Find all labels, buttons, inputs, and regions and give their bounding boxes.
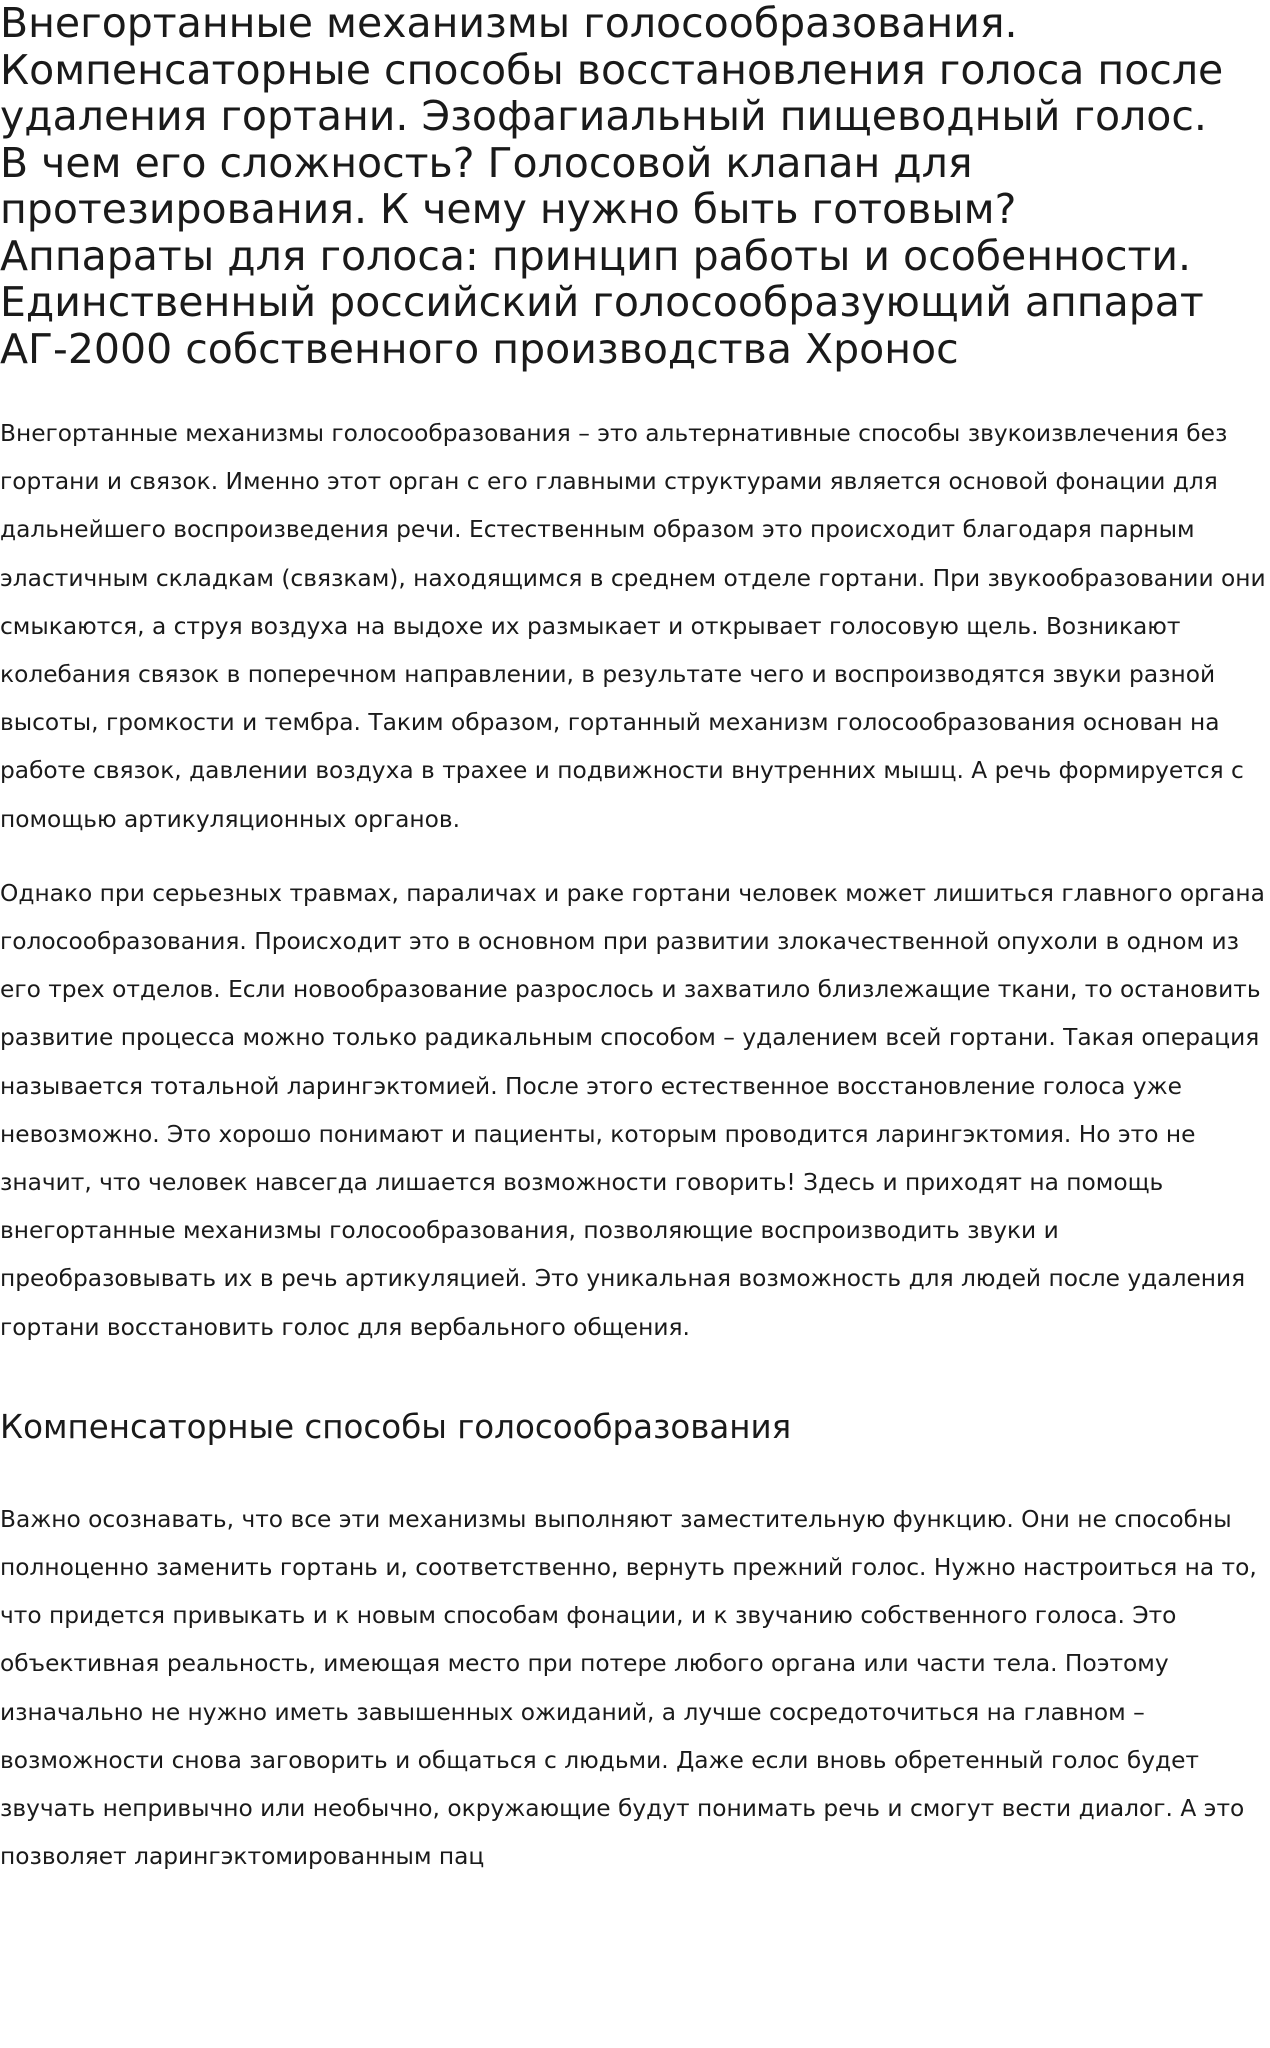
section-heading: Компенсаторные способы голосообразования — [0, 1407, 792, 1446]
article-title: Внегортанные механизмы голосообразования. Компенсаторные способы восстановления голоса после удаления гортани. Эзофагиальный пищеводный голос. В чем его сложность? Голосовой клапан для протезирования. К чему нужно быть готовым? Аппараты для голоса: принцип работы и особенности. Единственный российский голосообразующий аппарат АГ-2000 собственного производства Хронос — [0, 0, 1224, 373]
intro-paragraph: Внегортанные механизмы голосообразования – это альтернативные способы звукоизвлечения без гортани и связок. Именно этот орган с его главными структурами является основой фонации для дальнейшего воспроизведения речи. Естественным образом это происходит благодаря парным эластичным складкам (связкам), находящимся в среднем отделе гортани. При звукообразовании они смыкаются, а струя воздуха на выдохе их размыкает и открывает голосовую щель. Возникают колебания связок в поперечном направлении, в результате чего и воспроизводятся звуки разной высоты, громкости и тембра. Таким образом, гортанный механизм голосообразования основан на работе связок, давлении воздуха в трахее и подвижности внутренних мышц. А речь формируется с помощью артикуляционных органов. — [0, 420, 1266, 833]
laryngectomy-paragraph: Однако при серьезных травмах, параличах и раке гортани человек может лишиться главного органа голосообразования. Происходит это в основном при развитии злокачественной опухоли в одном из его трех отделов. Если новообразование разрослось и захватило близлежащие ткани, то остановить развитие процесса можно только радикальным способом – удалением всей гортани. Такая операция называется тотальной ларингэктомией. После этого естественное восстановление голоса уже невозможно. Это хорошо понимают и пациенты, которым проводится ларингэктомия. Но это не значит, что человек навсегда лишается возможности говорить! Здесь и приходят на помощь внегортанные механизмы голосообразования, позволяющие воспроизводить звуки и преобразовывать их в речь артикуляцией. Это уникальная возможность для людей после удаления гортани восстановить голос для вербального общения. — [0, 879, 1265, 1341]
section-paragraph: Важно осознавать, что все эти механизмы выполняют заместительную функцию. Они не способны полноценно заменить гортань и, соответственно, вернуть прежний голос. Нужно настроиться на то, что придется привыкать и к новым способам фонации, и к звучанию собственного голоса. Это объективная реальность, имеющая место при потере любого органа или части тела. Поэтому изначально не нужно иметь завышенных ожиданий, а лучше сосредоточиться на главном – возможности снова заговорить и общаться с людьми. Даже если вновь обретенный голос будет звучать непривычно или необычно, окружающие будут понимать речь и смогут вести диалог. А это позволяет ларингэктомированным пац — [0, 1505, 1257, 1871]
